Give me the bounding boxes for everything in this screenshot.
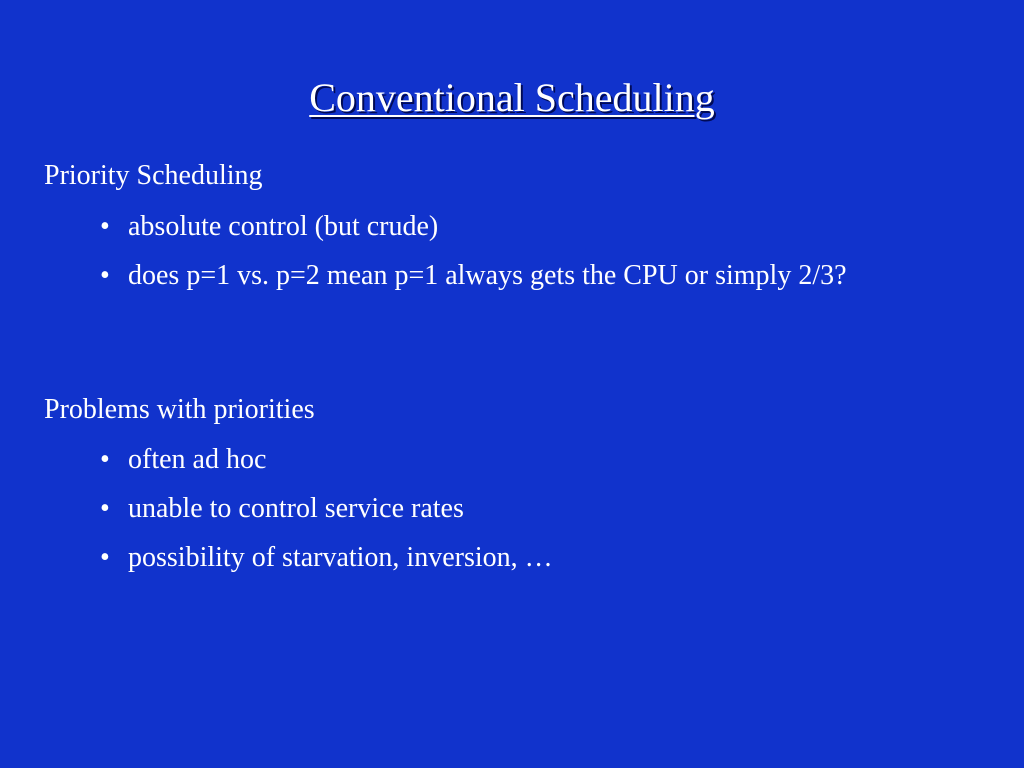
- bullet-list-priority-scheduling: [96, 210, 956, 308]
- section-heading-problems-with-priorities: Problems with priorities: [44, 394, 315, 425]
- bullet-text: unable to control service rates: [128, 493, 464, 524]
- bullet-item: [96, 259, 956, 293]
- bullet-text: absolute control (but crude): [128, 211, 439, 242]
- bullet-item: [96, 443, 956, 477]
- bullet-item: [96, 492, 956, 526]
- section-heading-priority-scheduling: Priority Scheduling: [44, 160, 263, 191]
- bullet-dot-icon: •: [100, 211, 110, 242]
- bullet-dot-icon: •: [100, 493, 110, 524]
- bullet-text: often ad hoc: [128, 444, 267, 475]
- bullet-text: does p=1 vs. p=2 mean p=1 always gets the CPU or simply 2/3?: [128, 260, 847, 291]
- bullet-dot-icon: •: [100, 444, 110, 475]
- bullet-item: [96, 210, 956, 244]
- bullet-text: possibility of starvation, inversion, …: [128, 542, 553, 573]
- bullet-dot-icon: •: [100, 542, 110, 573]
- slide-title: Conventional Scheduling: [309, 75, 715, 120]
- bullet-dot-icon: •: [100, 260, 110, 291]
- bullet-list-problems-with-priorities: [96, 443, 956, 590]
- bullet-item: [96, 541, 956, 575]
